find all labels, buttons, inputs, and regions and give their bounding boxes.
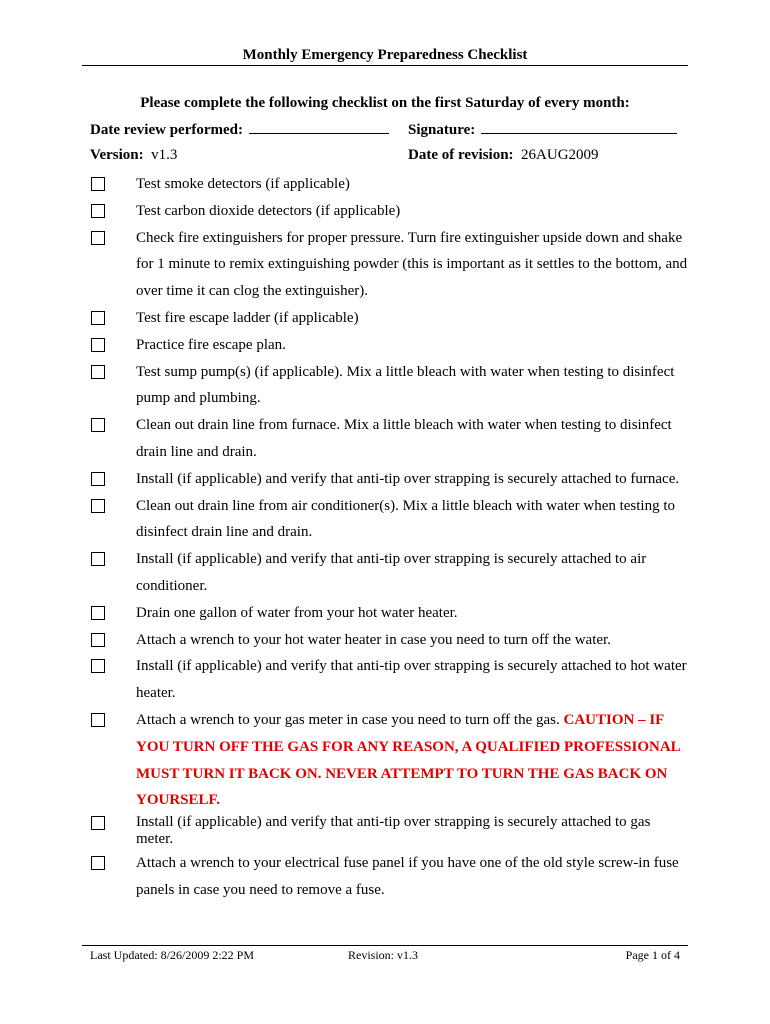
date-review-label: Date review performed: [90,122,243,138]
checklist-item [90,359,690,413]
checkbox[interactable] [91,856,105,870]
item-text: Practice fire escape plan. [136,336,286,353]
item-text: Test smoke detectors (if applicable) [136,176,350,192]
checklist-item [90,600,690,627]
checklist-item [90,171,690,198]
item-text: Attach a wrench to your electrical fuse panel if you have one of the old style screw-in fuse panels in case you need to remove a fuse. [136,855,679,898]
item-text: Install (if applicable) and verify that anti-tip over strapping is securely attached to gas meter. [136,814,651,848]
page-number: Page 1 of 4 [625,948,680,962]
item-text: Clean out drain line from air conditioner(s). Mix a little bleach with water when testing to disinfect drain line and drain. [136,497,676,541]
checkbox[interactable] [91,338,105,352]
date-review-field [90,121,389,139]
item-text: Check fire extinguishers for proper pressure. Turn fire extinguisher upside down and shake for 1 minute to remix extinguishing powder (this is important as it settles to the bottom, and over time it can clog the extinguisher). [136,229,688,300]
checklist-item [90,653,690,707]
checkbox[interactable] [91,472,105,486]
signature-blank[interactable] [481,121,677,134]
checklist-item [90,305,690,332]
item-text: Test fire escape ladder (if applicable) [136,309,359,326]
item-text: Install (if applicable) and verify that anti-tip over strapping is securely attached to hot water heater. [136,658,687,702]
checklist-item [90,546,690,600]
footer-revision: Revision: v1.3 [348,948,419,962]
checklist-item [90,225,690,305]
signature-label: Signature: [408,122,476,138]
checklist-item [90,412,690,466]
item-text: Test carbon dioxide detectors (if applicable) [136,202,401,219]
date-revision-value: 26AUG2009 [521,147,599,163]
date-review-blank[interactable] [249,121,389,134]
checkbox[interactable] [91,633,105,647]
last-updated: Last Updated: 8/26/2009 2:22 PM [90,948,254,962]
header-divider [82,65,688,66]
checkbox[interactable] [91,816,105,830]
signature-field [408,121,677,139]
checklist-item [90,198,690,225]
caution-warning: CAUTION – IF YOU TURN OFF THE GAS FOR ANY REASON, A QUALIFIED PROFESSIONAL MUST TURN IT BACK ON. NEVER ATTEMPT TO TURN THE GAS BACK ON YOURSELF. [136,711,680,809]
item-text: Clean out drain line from furnace. Mix a little bleach with water when testing to disinfect drain line and drain. [136,417,672,460]
checkbox[interactable] [91,606,105,620]
checklist [90,171,690,904]
checkbox[interactable] [91,311,105,325]
version-field [90,147,177,164]
date-revision-label: Date of revision: [408,147,514,163]
checkbox[interactable] [91,365,105,379]
checkbox[interactable] [91,204,105,218]
item-text: Attach a wrench to your gas meter in case you need to turn off the gas. [136,711,564,728]
instruction-text: Please complete the following checklist on the first Saturday of every month: [140,95,630,111]
checklist-item [90,466,690,493]
footer-divider [82,945,688,946]
checkbox[interactable] [91,713,105,727]
checkbox[interactable] [91,177,105,191]
checklist-item [90,493,690,547]
checkbox[interactable] [91,499,105,513]
checkbox[interactable] [91,659,105,673]
item-text: Install (if applicable) and verify that anti-tip over strapping is securely attached to furnace. [136,470,680,487]
checklist-item [90,850,690,904]
version-value: v1.3 [151,147,178,163]
date-revision-field [408,147,599,164]
item-text: Attach a wrench to your hot water heater in case you need to turn off the water. [136,631,611,648]
checklist-item [90,332,690,359]
checklist-item [90,627,690,654]
checkbox[interactable] [91,231,105,245]
item-text: Drain one gallon of water from your hot water heater. [136,604,458,621]
checklist-item [90,814,690,850]
item-text: Install (if applicable) and verify that anti-tip over strapping is securely attached to air conditioner. [136,551,647,594]
document-title: Monthly Emergency Preparedness Checklist [242,47,528,63]
checkbox[interactable] [91,418,105,432]
checklist-item [90,707,690,814]
version-label: Version: [90,147,144,163]
item-text: Test sump pump(s) (if applicable). Mix a little bleach with water when testing to disinfect pump and plumbing. [136,363,675,407]
checkbox[interactable] [91,552,105,566]
